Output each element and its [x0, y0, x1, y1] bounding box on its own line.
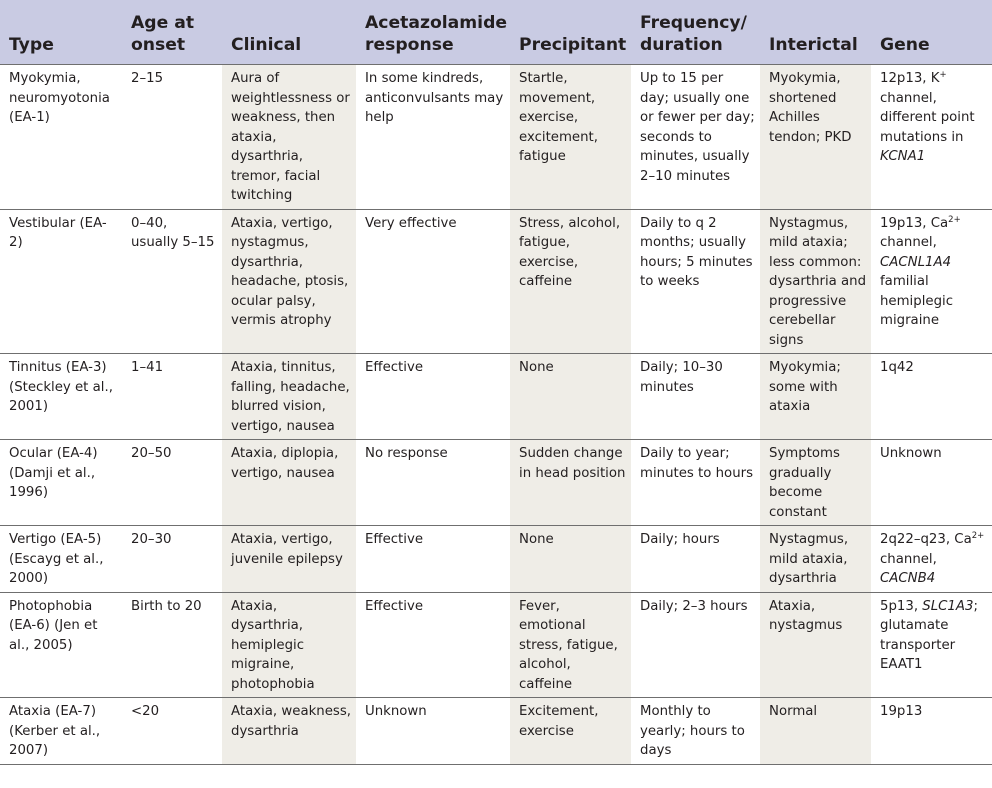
gene-superscript: 2+ — [971, 531, 985, 541]
cell-clinical: Ataxia, vertigo, juvenile epilepsy — [222, 526, 356, 593]
cell-precipitant: Stress, alcohol, fatigue, exercise, caffeine — [510, 209, 631, 354]
cell-acetazolamide-response: In some kindreds, anticonvulsants may help — [356, 65, 510, 210]
cell-precipitant: None — [510, 354, 631, 440]
cell-gene — [871, 440, 992, 526]
gene-text-b: channel, different point mutations in — [880, 90, 975, 145]
cell-age-at-onset: Birth to 20 — [122, 592, 222, 698]
cell-gene — [871, 526, 992, 593]
cell-acetazolamide-response: No response — [356, 440, 510, 526]
cell-precipitant: Excitement, exercise — [510, 698, 631, 765]
cell-type: Tinnitus (EA-3) (Steckley et al., 2001) — [0, 354, 122, 440]
gene-text-a: 19p13, Ca — [880, 215, 949, 231]
cell-acetazolamide-response: Effective — [356, 354, 510, 440]
gene-text-a: Unknown — [880, 446, 942, 461]
table-row — [0, 526, 992, 593]
gene-text-c: ; glutamate transporter EAAT1 — [880, 598, 978, 672]
cell-clinical: Ataxia, weakness, dysarthria — [222, 698, 356, 765]
cell-interictal: Nystagmus, mild ataxia; less common: dysarthria and progressive cerebellar signs — [760, 209, 871, 354]
cell-interictal: Nystagmus, mild ataxia, dysarthria — [760, 526, 871, 593]
gene-text-a: 19p13 — [880, 704, 923, 719]
gene-name: KCNA1 — [880, 149, 926, 164]
cell-precipitant: None — [510, 526, 631, 593]
table-row — [0, 209, 992, 354]
header-interictal: Interictal — [760, 0, 871, 65]
header-gene: Gene — [871, 0, 992, 65]
gene-text-a: 2q22–q23, Ca — [880, 532, 972, 547]
cell-gene — [871, 65, 992, 210]
cell-acetazolamide-response: Unknown — [356, 698, 510, 765]
gene-text-c: familial hemiplegic migraine — [880, 274, 954, 328]
cell-frequency-duration: Daily; 2–3 hours — [631, 592, 760, 698]
gene-text-a: 5p13, — [880, 598, 923, 614]
cell-frequency-duration: Daily to year; minutes to hours — [631, 440, 760, 526]
gene-text-b: channel, — [880, 551, 937, 567]
cell-gene — [871, 354, 992, 440]
cell-clinical: Ataxia, vertigo, nystagmus, dysarthria, headache, ptosis, ocular palsy, vermis atrophy — [222, 209, 356, 354]
gene-name: CACNL1A4 — [880, 254, 952, 270]
header-frequency-duration: Frequency/ duration — [631, 0, 760, 65]
header-acetazolamide-response: Acetazolamide response — [356, 0, 510, 65]
cell-type: Vertigo (EA-5) (Escayg et al., 2000) — [0, 526, 122, 593]
cell-age-at-onset: 1–41 — [122, 354, 222, 440]
gene-name: CACNB4 — [880, 571, 936, 586]
cell-clinical: Aura of weightlessness or weakness, then ataxia, dysarthria, tremor, facial twitching — [222, 65, 356, 210]
cell-interictal: Myokymia, shortened Achilles tendon; PKD — [760, 65, 871, 210]
cell-interictal: Symptoms gradually become constant — [760, 440, 871, 526]
cell-precipitant: Fever, emotional stress, fatigue, alcohol, caffeine — [510, 592, 631, 698]
cell-clinical: Ataxia, diplopia, vertigo, nausea — [222, 440, 356, 526]
cell-age-at-onset: 2–15 — [122, 65, 222, 210]
header-precipitant: Precipitant — [510, 0, 631, 65]
gene-superscript: + — [939, 70, 947, 80]
table-row — [0, 354, 992, 440]
cell-age-at-onset: 20–30 — [122, 526, 222, 593]
table-row — [0, 65, 992, 210]
cell-age-at-onset: 20–50 — [122, 440, 222, 526]
gene-text-a: 12p13, K — [880, 71, 940, 86]
header-row — [0, 0, 992, 65]
gene-name: SLC1A3 — [922, 598, 974, 614]
cell-type: Ataxia (EA-7) (Kerber et al., 2007) — [0, 698, 122, 765]
cell-frequency-duration: Daily; hours — [631, 526, 760, 593]
cell-frequency-duration: Up to 15 per day; usually one or fewer per day; seconds to minutes, usually 2–10 minutes — [631, 65, 760, 210]
cell-precipitant: Sudden change in head position — [510, 440, 631, 526]
cell-age-at-onset: 0–40, usually 5–15 — [122, 209, 222, 354]
cell-acetazolamide-response: Very effective — [356, 209, 510, 354]
cell-clinical: Ataxia, tinnitus, falling, headache, blurred vision, vertigo, nausea — [222, 354, 356, 440]
gene-superscript: 2+ — [948, 214, 961, 225]
cell-type: Photophobia (EA-6) (Jen et al., 2005) — [0, 592, 122, 698]
cell-clinical: Ataxia, dysarthria, hemiplegic migraine, photophobia — [222, 592, 356, 698]
cell-type: Myokymia, neuromyotonia (EA-1) — [0, 65, 122, 210]
cell-gene — [871, 209, 992, 354]
cell-type: Vestibular (EA-2) — [0, 209, 122, 354]
gene-text-b: channel, — [880, 235, 937, 250]
cell-type: Ocular (EA-4) (Damji et al., 1996) — [0, 440, 122, 526]
cell-interictal: Myokymia; some with ataxia — [760, 354, 871, 440]
table-row — [0, 440, 992, 526]
gene-text-a: 1q42 — [880, 360, 914, 375]
header-clinical: Clinical — [222, 0, 356, 65]
cell-age-at-onset: <20 — [122, 698, 222, 765]
cell-frequency-duration: Daily to q 2 months; usually hours; 5 minutes to weeks — [631, 209, 760, 354]
cell-acetazolamide-response: Effective — [356, 526, 510, 593]
header-type: Type — [0, 0, 122, 65]
cell-interictal: Ataxia, nystagmus — [760, 592, 871, 698]
cell-gene — [871, 698, 992, 765]
table-row — [0, 592, 992, 698]
cell-precipitant: Startle, movement, exercise, excitement, fatigue — [510, 65, 631, 210]
table-row — [0, 698, 992, 765]
cell-frequency-duration: Monthly to yearly; hours to days — [631, 698, 760, 765]
header-age-at-onset: Age at onset — [122, 0, 222, 65]
cell-frequency-duration: Daily; 10–30 minutes — [631, 354, 760, 440]
cell-acetazolamide-response: Effective — [356, 592, 510, 698]
cell-gene — [871, 592, 992, 698]
cell-interictal: Normal — [760, 698, 871, 765]
